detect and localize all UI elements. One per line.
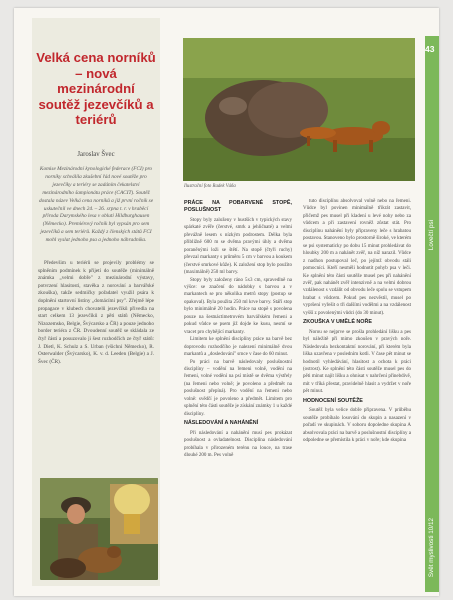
magazine-page — [14, 8, 439, 596]
paragraph: Limitem ke splnění disciplíny práce na barvě bez doprovodu rozhodčího je nalezení minimálně dvou markantů a „dosledování" srnce v čase do 60 minut. — [184, 337, 292, 358]
article-intro: Komise Mezinárodní kynologické federace (FCI) pro norníky schválila zkušební řád nové soutěže pro jezevčíky a teriéry se zadáním čekatelství mezinárodního šampionátu práce (CACIT). Soutěž dostala název Velká cena norníků a již první ročník se uskutečnil ve dnech 24. – 26. srpna t. r. v hraběcí příroda Darymského lesa v obluti Hildburghausen (Německo). Premiérový ročník byl vypsán pro sem jezevčíků a sem teriérů. Každý z členských států FCI mohl vyslat jednoho psa a jednoho náhradníka. — [38, 166, 154, 244]
paragraph: Po práci na barvě následovaly poslušnostní disciplíny – vodění na řemeni volně, vodění na řemeni, volné vodění na psí místě se dvěma výstřely (na řemeni nebo volně; je povoleno a předmět na poslušnost přepíná). Pro vodění na řemeni nebo volně: svědčí je povoleno a předmět. Limitem pro splnění této části soutěže je získání známky 1 u každé disciplíny. — [184, 359, 292, 417]
paragraph: Stopy byly založeny ráno 5x3 cm, spravedlně na výšce: se značení do nádobky s barvou a v markantech se pro několika metrů stopy (postup se opakoval). Byla použita 250 ml krve barvy. Stáří stop bylo minimálně 20 hodin. Práce na stopě s povolena pouze na šestnáctimetrovém barvářském řemeni a pokud vůdce se psem již dojde ke kusu, nesmí se vracet pro chybějící markanty. — [184, 277, 292, 335]
section-heading: PRÁCE NA POBARVENÉ STOPĚ, POSLUŠNOST — [184, 200, 292, 214]
dachshunds-photo — [183, 38, 415, 181]
article-author: Jaroslav Švec — [77, 151, 115, 158]
paragraph: Stopy byly založeny v hustších v typických stavy spárkaté zvěře (čerstvé, smrk a jehličnaté) a velmi převážně lesem s nízkým podrostem. Délka byla přibližně 600 m se dvěma pravými úhly a dvěma poraněnými loži se štětí. Na stopě (čtyři ruchy) převzal markanty s průměru 5 cm v barvou a koukem (čerstvé smrkové kůže). K založení stop bylo použito (maximálně) 250 ml barvy. — [184, 217, 292, 276]
dachshunds-icon — [183, 38, 415, 181]
paragraph: Norou se nejprve se prošla prohledání lišku a pes byl náležitě při mimo zkoušen v pravých noře. Následovala bezkontaktní norování, při kterém byla liška uzavřena v posledním kotli. V čase pět minut se hodnotil vyhledávání, hlasitost a ochota k práci (ostrost). Ke splnění této části soutěže musel pes do pěti minut najít lišku a ohnisat v nahrčení přinebdivě, mít v tříká přestat, pravidelně hlasit a vydržet v noře pět minut. — [303, 329, 411, 395]
section-heading: HODNOCENÍ SOUTĚŽE — [303, 397, 363, 404]
issue-tab-label: Svět myslivosti 10/12 — [428, 518, 435, 578]
article-body-left — [38, 260, 154, 366]
section-heading: NÁSLEDOVÁNÍ A NAHÁNĚNÍ — [184, 420, 259, 427]
article-column-2 — [303, 198, 411, 445]
section-heading: ZKOUŠKA V UMĚLÉ NOŘE — [303, 319, 372, 326]
paragraph: Při následování a nahánění musí pes prokázat poslušnost a ovladatelnost. Disciplína následování probíhala v přirozeném terénu na louce, na trase dlouhé 200 m. Pes volně — [184, 430, 292, 458]
photo-caption: Ilustrační foto Radek Váňa — [184, 184, 236, 189]
paragraph: Soutěž byla velice dobře připravena. V průběhu soutěže probíhalo losování do skupin a nasazení v pořadí ve skupinách. V soboru dopoledne skupina A absolvovala práci na barvě a poslušnostní disciplíny a odpoledne se přemístila k práci v noře; kde skupina — [303, 408, 411, 444]
left-paragraph: Předevšim u teriérů se projevily problémy se splněním podmínek k přijetí do soutěže (minimálně známka „velmi dobře" z mezinárodní výstavy, potvrzení hlasitosti, stavěka z norování a barvářské zkouška), takže sedmičky pořadatel využil psára k doplnění startovní listiny „domácími psy". Zřejmě lépe propagace v klubech chovatelů jezevčíků přivedla na start celkem 13 jezevčíků z pěti států (Německo, Nizozemsko, Belgie, Švýcarsko a ČR) a pouze jednoho border teriéra z ČR. Dvoudenní soutěž se skládala ze čtyř částí a posuzovalo ji šest rozhodčích ze čtyř států: J. Dietl, K. Schulz a S. Urban (všichni Německo), R. Osterwalder (Švýcarsko), K. v. d. Leeden (Belgie) a J. Švec (ČR). — [38, 260, 154, 365]
man-with-trophies-photo — [40, 478, 158, 580]
man-with-trophies-icon — [40, 478, 158, 580]
article-column-1 — [184, 198, 292, 459]
page-number: 43 — [425, 44, 435, 54]
section-tab-label: Lovečtí psi — [428, 220, 435, 251]
section-tab — [425, 36, 439, 592]
paragraph: tuto disciplínu absolvoval volně nebo na řemeni. Vůdce byl povinen minimálně třikrát zastavit, přičemž pes musel při kladení u levé nohy nebo za vůdcem a při zastavení rovněž zůstat stát. Pro disciplínu nahánění byly připraveny leče s hrabatou postavou. Stanoveno bylo prostorně široké, ve kterém se psi systematicky po dobu 15 minut prohledávat do hloubky 200 m a nahánět zvěř, na níž narazil. Vůdce z nadhon postupoval leč, po jejímž obvodu stáli pomocníci. Kteří nesměli hodnotit pohyb psa v leči. Ke splnění této části soutěže musel pes při nahánění zvěř, pak nahánět zvěř intenzivně a na velmi dobrou vzdálenost s vzdálit od obvodu leče spolu se vstupem hrabat s vůdcem. Pokud pes nezvěstil, musel po vypršení vyřešit o tři dalšími vodělmi a na vzdálenost vyšší z povolenými vůdci (do 30 minut). — [303, 199, 411, 316]
article-headline: Velká cena norníků – nová mezinárodní soutěž jezevčíků a teriérů — [36, 50, 156, 127]
